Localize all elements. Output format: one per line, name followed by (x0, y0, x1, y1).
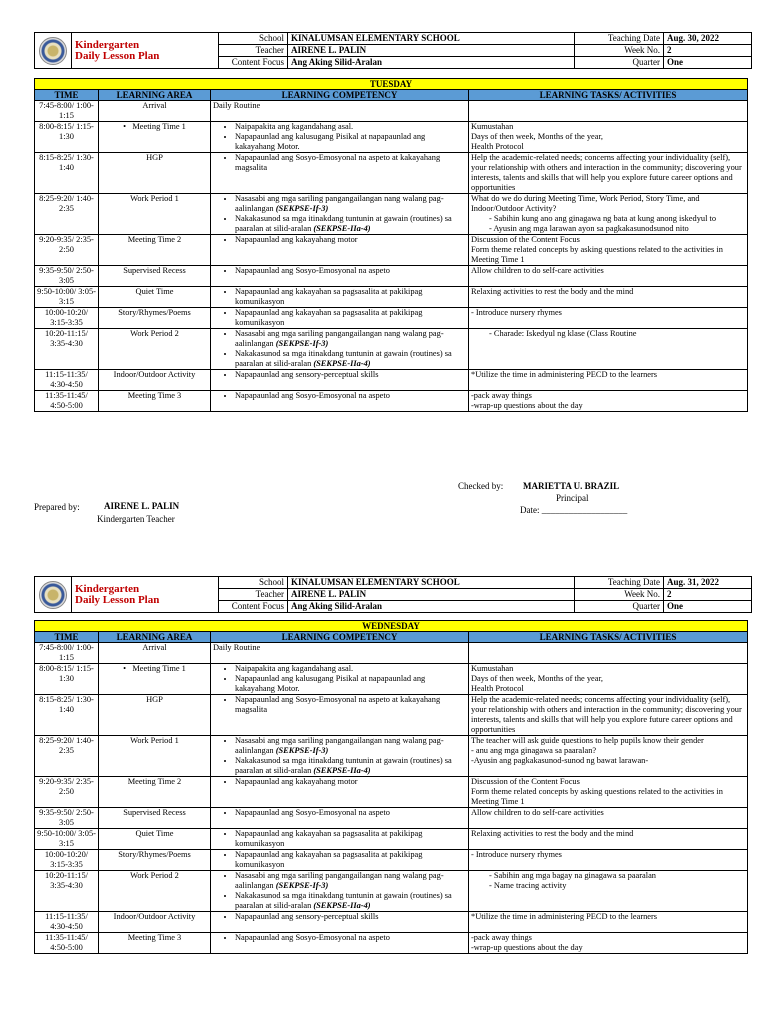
learning-competency (211, 664, 469, 695)
learning-tasks (469, 643, 748, 664)
time-slot: 9:50-10:00/ 3:05-3:15 (35, 287, 99, 308)
plan-title: Kindergarten Daily Lesson Plan (72, 577, 219, 613)
task-line: Health Protocol (471, 684, 524, 693)
schedule-row (35, 912, 748, 933)
task-line: *Utilize the time in administering PECD to the learners (471, 912, 658, 921)
plan-title: Kindergarten Daily Lesson Plan (72, 33, 219, 69)
content-focus-value: Ang Aking Silid-Aralan (288, 601, 575, 613)
learning-tasks (469, 695, 748, 736)
column-header: LEARNING COMPETENCY (211, 632, 469, 643)
schedule-row (35, 391, 748, 412)
time-slot: 11:15-11:35/ 4:30-4:50 (35, 912, 99, 933)
learning-tasks (469, 871, 748, 912)
column-header: LEARNING AREA (99, 90, 211, 101)
learning-tasks (469, 235, 748, 266)
learning-area: Meeting Time 2 (99, 777, 211, 808)
learning-area: Meeting Time 3 (99, 933, 211, 954)
school-value: KINALUMSAN ELEMENTARY SCHOOL (288, 33, 575, 45)
competency-code: (SEKPSE-If-3) (275, 339, 329, 348)
competency-code: (SEKPSE-IIa-4) (313, 224, 371, 233)
learning-tasks (469, 101, 748, 122)
competency-item: • Napapaunlad ang sensory-perceptual skills (235, 370, 466, 380)
week-value: 2 (664, 589, 752, 601)
task-line: Kumustahan (471, 122, 514, 131)
school-value: KINALUMSAN ELEMENTARY SCHOOL (288, 577, 575, 589)
schedule-row (35, 808, 748, 829)
task-line: Health Protocol (471, 142, 524, 151)
competency-item: • Napapaunlad ang kakayahan sa pagsasalita at pakikipag komunikasyon (235, 829, 466, 849)
teaching-date-label: Teaching Date (575, 577, 664, 589)
competency-item: • Napapaunlad ang kakayahan sa pagsasalita at pakikipag komunikasyon (235, 850, 466, 870)
time-slot: 10:00-10:20/ 3:15-3:35 (35, 308, 99, 329)
deped-seal-logo (35, 33, 72, 69)
learning-area: • Meeting Time 1 (99, 664, 211, 695)
column-header: TIME (35, 90, 99, 101)
schedule-row (35, 235, 748, 266)
time-slot: 9:20-9:35/ 2:35-2:50 (35, 777, 99, 808)
teacher-value: AIRENE L. PALIN (288, 589, 575, 601)
schedule-row (35, 370, 748, 391)
learning-competency: Daily Routine (211, 643, 469, 664)
time-slot: 9:50-10:00/ 3:05-3:15 (35, 829, 99, 850)
schedule-row (35, 266, 748, 287)
learning-tasks (469, 933, 748, 954)
day-heading: WEDNESDAY (35, 621, 748, 632)
task-line: Discussion of the Content Focus (471, 777, 580, 786)
competency-item: • Naipapakita ang kagandahang asal. (235, 664, 466, 674)
time-slot: 8:25-9:20/ 1:40-2:35 (35, 194, 99, 235)
competency-item: • Napapaunlad ang Sosyo-Emosyonal na aspeto at kakayahang magsalita (235, 153, 466, 173)
time-slot: 8:00-8:15/ 1:15-1:30 (35, 664, 99, 695)
schedule-row (35, 736, 748, 777)
time-slot: 11:35-11:45/ 4:50-5:00 (35, 391, 99, 412)
learning-competency (211, 308, 469, 329)
learning-area: Work Period 1 (99, 736, 211, 777)
lesson-plan-header-1 (34, 32, 752, 68)
learning-competency (211, 736, 469, 777)
learning-tasks (469, 266, 748, 287)
competency-item: • Nakakasunod sa mga itinakdang tuntunin at gawain (routines) sa paaralan at silid-aralan (SEKPSE-IIa-4) (235, 756, 466, 776)
learning-tasks (469, 664, 748, 695)
time-slot: 8:15-8:25/ 1:30-1:40 (35, 153, 99, 194)
quarter-value: One (664, 57, 752, 69)
competency-item: • Nakakasunod sa mga itinakdang tuntunin at gawain (routines) sa paaralan at silid-aralan (SEKPSE-IIa-4) (235, 349, 466, 369)
learning-area: Work Period 2 (99, 871, 211, 912)
learning-competency (211, 933, 469, 954)
learning-tasks (469, 736, 748, 777)
competency-item: • Napapaunlad ang sensory-perceptual skills (235, 912, 466, 922)
task-line: The teacher will ask guide questions to help pupils know their gender (471, 736, 704, 745)
task-line: -pack away things (471, 391, 532, 400)
learning-area: Arrival (99, 101, 211, 122)
time-slot: 8:15-8:25/ 1:30-1:40 (35, 695, 99, 736)
week-value: 2 (664, 45, 752, 57)
task-line: Days of then week, Months of the year, (471, 132, 603, 141)
teacher-label: Teacher (219, 589, 288, 601)
schedule-row (35, 122, 748, 153)
learning-tasks (469, 850, 748, 871)
time-slot: 9:20-9:35/ 2:35-2:50 (35, 235, 99, 266)
quarter-value: One (664, 601, 752, 613)
learning-competency (211, 153, 469, 194)
task-line: *Utilize the time in administering PECD to the learners (471, 370, 658, 379)
signature-date: Date: ___________________ (520, 505, 628, 515)
learning-competency (211, 829, 469, 850)
task-line: Allow children to do self-care activities (471, 266, 604, 275)
task-line: Help the academic-related needs; concerns affecting your individuality (self), your relationship with others and interaction in the community; discovering your interests, talents and skills that will help you explore future career options and opportunities (471, 695, 742, 734)
teacher-value: AIRENE L. PALIN (288, 45, 575, 57)
column-header: TIME (35, 632, 99, 643)
competency-item: • Nasasabi ang mga sariling pangangailangan nang walang pag-aalinlangan (SEKPSE-If-3) (235, 736, 466, 756)
schedule-row (35, 153, 748, 194)
learning-area: Supervised Recess (99, 808, 211, 829)
learning-competency (211, 808, 469, 829)
learning-competency (211, 391, 469, 412)
learning-competency (211, 777, 469, 808)
time-slot: 11:15-11:35/ 4:30-4:50 (35, 370, 99, 391)
competency-item: • Napapaunlad ang Sosyo-Emosyonal na aspeto (235, 933, 466, 943)
learning-tasks (469, 829, 748, 850)
learning-area: Quiet Time (99, 829, 211, 850)
task-line: - Introduce nursery rhymes (471, 850, 562, 859)
learning-tasks (469, 153, 748, 194)
teaching-date-value: Aug. 31, 2022 (664, 577, 752, 589)
competency-item: • Napapaunlad ang kalusugang Pisikal at napapaunlad ang kakayahang Motor. (235, 674, 466, 694)
learning-area: Arrival (99, 643, 211, 664)
school-label: School (219, 577, 288, 589)
task-line: -Ayusin ang pagkakasunod-sunod ng bawat larawan- (471, 756, 649, 765)
task-line: - anu ang mga ginagawa sa paaralan? (471, 746, 597, 755)
learning-area: • Meeting Time 1 (99, 122, 211, 153)
schedule-row (35, 329, 748, 370)
learning-area: Supervised Recess (99, 266, 211, 287)
learning-tasks (469, 329, 748, 370)
learning-competency (211, 235, 469, 266)
teacher-label: Teacher (219, 45, 288, 57)
deped-seal-logo (35, 577, 72, 613)
time-slot: 11:35-11:45/ 4:50-5:00 (35, 933, 99, 954)
learning-competency (211, 871, 469, 912)
competency-item: • Napapaunlad ang Sosyo-Emosyonal na aspeto (235, 391, 466, 401)
schedule-row (35, 933, 748, 954)
competency-item: • Nakakasunod sa mga itinakdang tuntunin at gawain (routines) sa paaralan at silid-aralan (SEKPSE-IIa-4) (235, 891, 466, 911)
week-label: Week No. (575, 45, 664, 57)
time-slot: 9:35-9:50/ 2:50-3:05 (35, 266, 99, 287)
schedule-row (35, 664, 748, 695)
learning-competency (211, 695, 469, 736)
competency-item: • Nasasabi ang mga sariling pangangailangan nang walang pag-aalinlangan (SEKPSE-If-3) (235, 194, 466, 214)
competency-item: • Napapaunlad ang Sosyo-Emosyonal na aspeto at kakayahang magsalita (235, 695, 466, 715)
competency-item: • Naipapakita ang kagandahang asal. (235, 122, 466, 132)
learning-competency (211, 266, 469, 287)
learning-tasks (469, 194, 748, 235)
competency-item: • Napapaunlad ang kakayahan sa pagsasalita at pakikipag komunikasyon (235, 308, 466, 328)
schedule-row (35, 101, 748, 122)
learning-competency (211, 912, 469, 933)
competency-code: (SEKPSE-IIa-4) (313, 766, 371, 775)
learning-competency (211, 329, 469, 370)
subtask-item: - Ayusin ang mga larawan ayon sa pagkakasunodsunod nito (499, 224, 745, 234)
lesson-plan-table-2 (34, 620, 748, 954)
competency-code: (SEKPSE-IIa-4) (313, 901, 371, 910)
time-slot: 8:25-9:20/ 1:40-2:35 (35, 736, 99, 777)
competency-item: • Nakakasunod sa mga itinakdang tuntunin at gawain (routines) sa paaralan at silid-aralan (SEKPSE-IIa-4) (235, 214, 466, 234)
learning-area: Meeting Time 2 (99, 235, 211, 266)
task-line: Allow children to do self-care activities (471, 808, 604, 817)
quarter-label: Quarter (575, 601, 664, 613)
learning-tasks (469, 287, 748, 308)
learning-tasks (469, 912, 748, 933)
learning-area: Indoor/Outdoor Activity (99, 912, 211, 933)
content-focus-value: Ang Aking Silid-Aralan (288, 57, 575, 69)
competency-code: (SEKPSE-IIa-4) (313, 359, 371, 368)
schedule-row (35, 850, 748, 871)
learning-area: Story/Rhymes/Poems (99, 850, 211, 871)
subtask-item: - Sabihin ang mga bagay na ginagawa sa paaralan (499, 871, 745, 881)
time-slot: 10:20-11:15/ 3:35-4:30 (35, 871, 99, 912)
competency-item: • Nasasabi ang mga sariling pangangailangan nang walang pag-aalinlangan (SEKPSE-If-3) (235, 329, 466, 349)
learning-tasks (469, 122, 748, 153)
learning-competency: Daily Routine (211, 101, 469, 122)
schedule-row (35, 643, 748, 664)
learning-area: Meeting Time 3 (99, 391, 211, 412)
schedule-row (35, 695, 748, 736)
checked-by-block: Checked by: MARIETTA U. BRAZIL (458, 481, 620, 491)
schedule-row (35, 287, 748, 308)
subtask-item: - Name tracing activity (499, 881, 745, 891)
task-line: Relaxing activities to rest the body and the mind (471, 829, 634, 838)
quarter-label: Quarter (575, 57, 664, 69)
school-label: School (219, 33, 288, 45)
learning-area: Quiet Time (99, 287, 211, 308)
learning-competency (211, 287, 469, 308)
learning-tasks (469, 308, 748, 329)
learning-competency (211, 194, 469, 235)
learning-area: Indoor/Outdoor Activity (99, 370, 211, 391)
day-heading: TUESDAY (35, 79, 748, 90)
prepared-by-role: Kindergarten Teacher (97, 514, 175, 524)
time-slot: 9:35-9:50/ 2:50-3:05 (35, 808, 99, 829)
competency-code: (SEKPSE-If-3) (275, 881, 329, 890)
time-slot: 7:45-8:00/ 1:00-1:15 (35, 101, 99, 122)
task-line: Relaxing activities to rest the body and the mind (471, 287, 634, 296)
lesson-plan-table-1 (34, 78, 748, 412)
task-line: -pack away things (471, 933, 532, 942)
learning-area: HGP (99, 153, 211, 194)
time-slot: 7:45-8:00/ 1:00-1:15 (35, 643, 99, 664)
competency-item: • Napapaunlad ang kakayahan sa pagsasalita at pakikipag komunikasyon (235, 287, 466, 307)
learning-area: Work Period 1 (99, 194, 211, 235)
content-focus-label: Content Focus (219, 601, 288, 613)
competency-item: • Napapaunlad ang kakayahang motor (235, 777, 466, 787)
learning-tasks (469, 370, 748, 391)
content-focus-label: Content Focus (219, 57, 288, 69)
learning-competency (211, 122, 469, 153)
learning-tasks (469, 777, 748, 808)
task-line: Discussion of the Content Focus (471, 235, 580, 244)
lesson-plan-header-2 (34, 576, 752, 612)
learning-area: Story/Rhymes/Poems (99, 308, 211, 329)
time-slot: 10:00-10:20/ 3:15-3:35 (35, 850, 99, 871)
column-header: LEARNING AREA (99, 632, 211, 643)
competency-item: • Napapaunlad ang kakayahang motor (235, 235, 466, 245)
schedule-row (35, 777, 748, 808)
task-line: Help the academic-related needs; concerns affecting your individuality (self), your relationship with others and interaction in the community; discovering your interests, talents and skills that will help you explore future career options and opportunities (471, 153, 742, 192)
task-line: - Introduce nursery rhymes (471, 308, 562, 317)
task-line: -wrap-up questions about the day (471, 943, 583, 952)
prepared-by-label: Prepared by: (34, 502, 80, 512)
column-header: LEARNING COMPETENCY (211, 90, 469, 101)
learning-area: Work Period 2 (99, 329, 211, 370)
subtask-item: - Sabihin kung ano ang ginagawa ng bata at kung anong iskedyul to (499, 214, 745, 224)
learning-tasks (469, 391, 748, 412)
week-label: Week No. (575, 589, 664, 601)
schedule-row (35, 871, 748, 912)
task-line: What do we do during Meeting Time, Work Period, Story Time, and Indoor/Outdoor Activity? (471, 194, 700, 213)
competency-code: (SEKPSE-If-3) (275, 746, 329, 755)
schedule-row (35, 194, 748, 235)
learning-competency (211, 370, 469, 391)
prepared-by-name: AIRENE L. PALIN (104, 501, 180, 511)
column-header: LEARNING TASKS/ ACTIVITIES (469, 632, 748, 643)
competency-item: • Napapaunlad ang Sosyo-Emosyonal na aspeto (235, 266, 466, 276)
task-line: Form theme related concepts by asking questions related to the activities in Meeting Time 1 (471, 787, 723, 806)
learning-tasks (469, 808, 748, 829)
column-header: LEARNING TASKS/ ACTIVITIES (469, 90, 748, 101)
competency-item: • Napapaunlad ang Sosyo-Emosyonal na aspeto (235, 808, 466, 818)
teaching-date-value: Aug. 30, 2022 (664, 33, 752, 45)
competency-item: • Napapaunlad ang kalusugang Pisikal at napapaunlad ang kakayahang Motor. (235, 132, 466, 152)
competency-item: • Nasasabi ang mga sariling pangangailangan nang walang pag-aalinlangan (SEKPSE-If-3) (235, 871, 466, 891)
task-line: Form theme related concepts by asking questions related to the activities in Meeting Time 1 (471, 245, 723, 264)
learning-competency (211, 850, 469, 871)
competency-code: (SEKPSE-If-3) (275, 204, 329, 213)
task-line: -wrap-up questions about the day (471, 401, 583, 410)
learning-area: HGP (99, 695, 211, 736)
teaching-date-label: Teaching Date (575, 33, 664, 45)
time-slot: 10:20-11:15/ 3:35-4:30 (35, 329, 99, 370)
schedule-row (35, 829, 748, 850)
task-line: Kumustahan (471, 664, 514, 673)
task-line: Days of then week, Months of the year, (471, 674, 603, 683)
schedule-row (35, 308, 748, 329)
time-slot: 8:00-8:15/ 1:15-1:30 (35, 122, 99, 153)
subtask-item: - Charade: Iskedyul ng klase (Class Routine (499, 329, 745, 339)
principal-role: Principal (556, 493, 589, 503)
